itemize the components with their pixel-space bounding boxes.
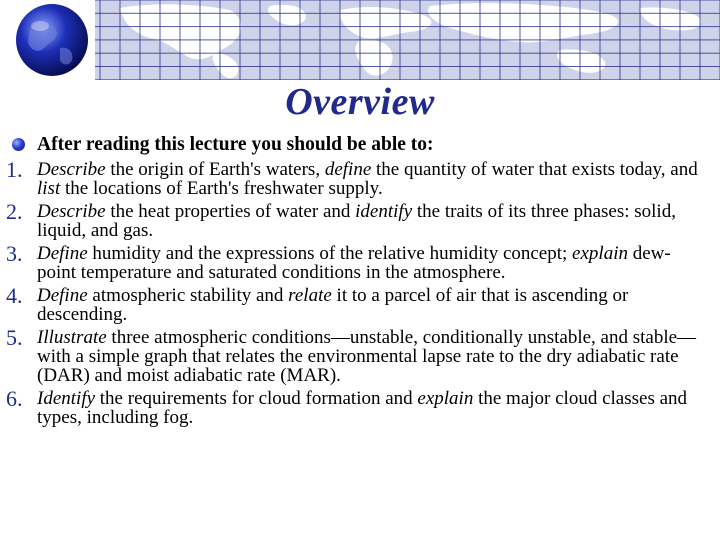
objective-text-segment: three atmospheric conditions—unstable, conditionally unstable, and stable—with a simple graph that relates the environmental lapse rate to the dry adiabatic rate (DAR) and moist adiabatic rate (MAR). bbox=[37, 327, 697, 387]
page-title-text: Overview bbox=[285, 81, 435, 123]
objective-verb: list bbox=[37, 178, 61, 200]
objective-text-segment: the heat properties of water and bbox=[105, 201, 356, 222]
objective-text-segment: the origin of Earth's waters, bbox=[105, 159, 325, 180]
objective-text-segment: the requirements for cloud formation and bbox=[95, 388, 418, 410]
objective-verb: identify bbox=[355, 201, 413, 222]
objective-text-segment: the major cloud classes and types, including fog. bbox=[37, 388, 688, 429]
world-map-grid bbox=[95, 0, 720, 80]
objective-text bbox=[37, 328, 706, 386]
objective-item bbox=[6, 386, 706, 429]
objective-text-segment: humidity and the expressions of the relative humidity concept; bbox=[87, 243, 573, 264]
objectives-list bbox=[6, 157, 706, 431]
objective-item bbox=[6, 283, 706, 326]
objective-text-segment: the quantity of water that exists today, and bbox=[371, 159, 698, 180]
objective-verb: Define bbox=[37, 243, 88, 264]
objective-text bbox=[37, 244, 706, 282]
objective-number: 1. bbox=[6, 157, 23, 182]
objective-text bbox=[37, 286, 706, 324]
objective-item bbox=[6, 199, 706, 242]
objective-verb: Describe bbox=[37, 159, 106, 180]
objective-verb: explain bbox=[417, 388, 474, 410]
objective-text-segment: the locations of Earth's freshwater supply. bbox=[60, 178, 383, 200]
objective-item bbox=[6, 157, 706, 200]
banner-graphic bbox=[0, 0, 720, 80]
objective-text bbox=[37, 202, 706, 240]
objective-text-segment: atmospheric stability and bbox=[87, 285, 289, 306]
objective-text-segment: dew-point temperature and saturated conditions in the atmosphere. bbox=[37, 243, 671, 284]
objective-text-segment: the traits of its three phases: solid, liquid, and gas. bbox=[37, 201, 676, 242]
objective-text bbox=[37, 389, 706, 427]
objective-verb: Identify bbox=[37, 388, 96, 410]
intro-text: After reading this lecture you should be able to: bbox=[37, 134, 434, 155]
objective-item bbox=[6, 325, 706, 387]
objective-number: 2. bbox=[6, 199, 23, 224]
objective-verb: define bbox=[324, 159, 372, 180]
objective-verb: explain bbox=[572, 243, 628, 264]
objective-verb: Illustrate bbox=[37, 327, 107, 348]
header-banner bbox=[0, 0, 720, 80]
objective-verb: Define bbox=[37, 285, 88, 306]
objective-verb: Describe bbox=[37, 201, 106, 222]
page-title bbox=[0, 80, 720, 124]
blue-sphere-bullet-icon bbox=[12, 138, 25, 151]
objective-number: 5. bbox=[6, 325, 23, 350]
objective-number: 4. bbox=[6, 283, 23, 308]
objective-number: 3. bbox=[6, 241, 23, 266]
objective-number: 6. bbox=[6, 386, 23, 412]
objective-text bbox=[37, 160, 706, 198]
objective-item bbox=[6, 241, 706, 284]
globe-icon bbox=[10, 0, 94, 80]
objective-text-segment: it to a parcel of air that is ascending or descending. bbox=[37, 285, 629, 326]
objective-verb: relate bbox=[288, 285, 332, 306]
